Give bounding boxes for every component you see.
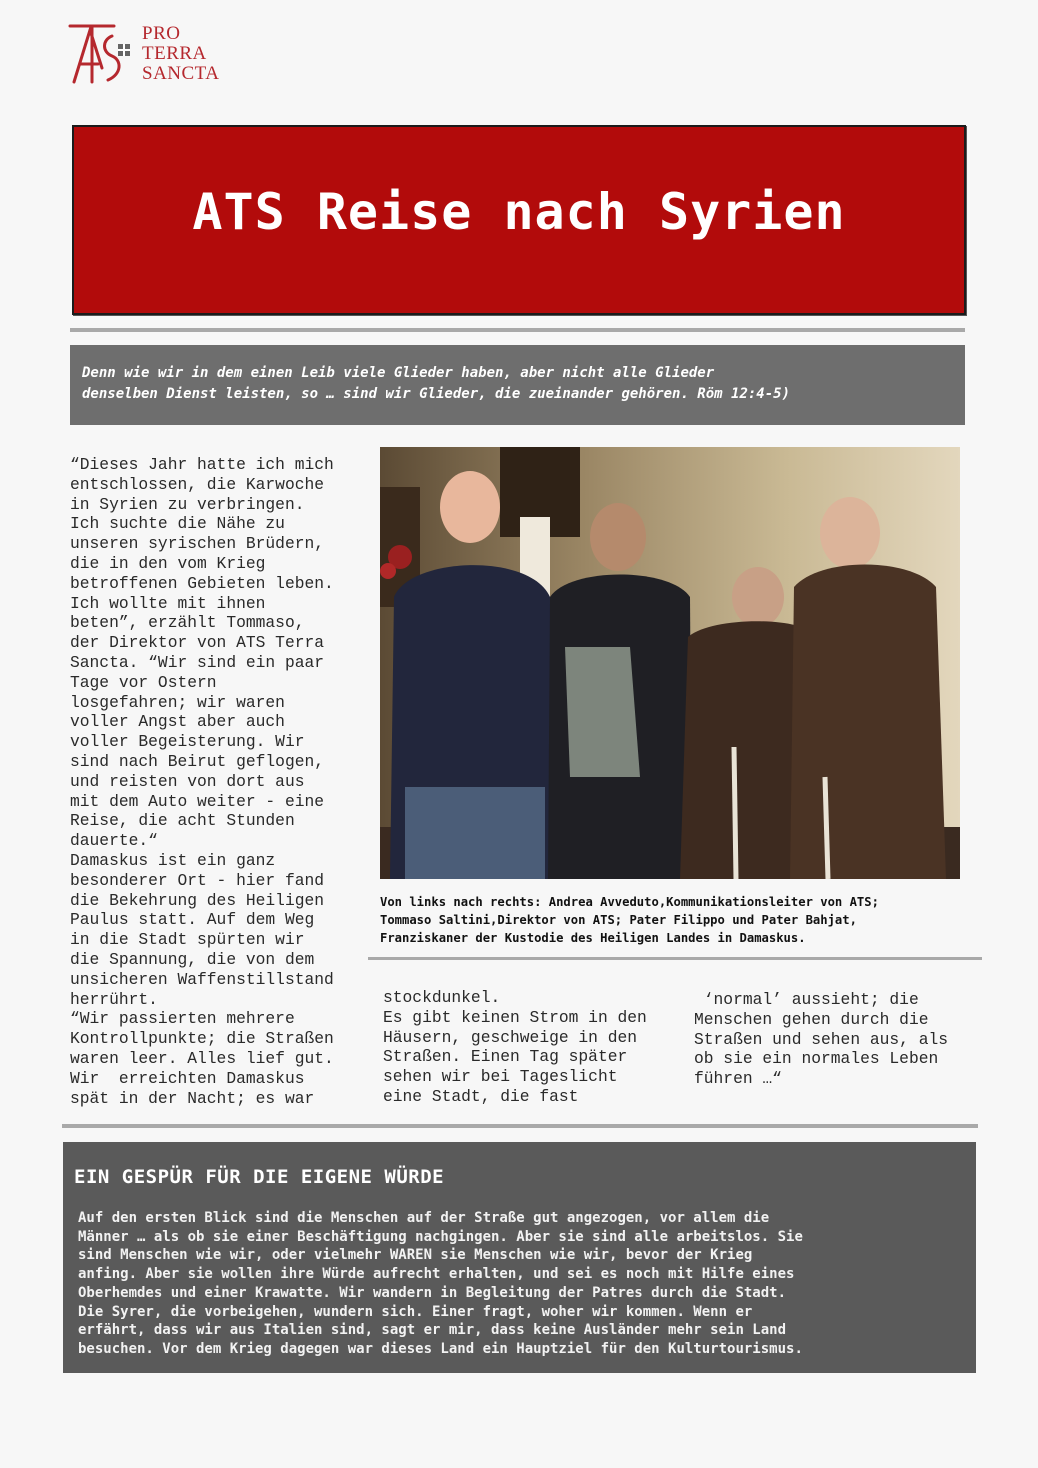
divider-top <box>70 328 965 332</box>
article-column-middle: stockdunkel. Es gibt keinen Strom in den Häusern, geschweige in den Straßen. Einen Tag später sehen wir bei Tageslicht eine Stadt, die fast <box>383 988 647 1106</box>
bible-quote-text: Denn wie wir in dem einen Leib viele Glieder haben, aber nicht alle Glieder denselben Dienst leisten, so … sind wir Glieder, die zueinander gehören. Röm 12:4-5) <box>82 365 791 402</box>
page-title: ATS Reise nach Syrien <box>192 183 846 241</box>
ats-monogram-logo-icon <box>62 20 134 90</box>
ats-pro-terra-sancta-logo <box>62 20 242 92</box>
article-column-right: ‘normal’ aussieht; die Menschen gehen durch die Straßen und sehen aus, als ob sie ein normales Leben führen …“ <box>694 990 949 1089</box>
dignity-section-box <box>63 1142 976 1373</box>
logo-pro-text: PRO <box>142 23 181 44</box>
group-photo-image <box>380 447 960 879</box>
divider-caption <box>368 957 982 960</box>
group-photo <box>380 447 960 879</box>
section-heading: EIN GESPÜR FÜR DIE EIGENE WÜRDE <box>74 1166 445 1188</box>
title-banner <box>72 125 966 315</box>
logo-sancta-text: SANCTA <box>142 63 220 84</box>
photo-caption: Von links nach rechts: Andrea Avveduto,Kommunikationsleiter von ATS; Tommaso Saltini,Direktor von ATS; Pater Filippo und Pater Bahjat, Franziskaner der Kustodie des Heiligen Landes in Damaskus. <box>380 895 879 945</box>
logo-terra-text: TERRA <box>142 43 207 64</box>
divider-section <box>62 1124 978 1128</box>
section-body: Auf den ersten Blick sind die Menschen auf der Straße gut angezogen, vor allem die Männer … als ob sie einer Beschäftigung nachgingen. Aber sie sind alle arbeitslos. Sie sind Menschen wie wir, oder vielmehr WAREN sie Menschen wie wir, bevor der Krieg anfing. Aber sie wollen ihre Würde aufrecht erhalten, und sei es noch mit Hilfe eines Oberhemdes und einer Krawatte. Wir wandern in Begleitung der Patres durch die Stadt. Die Syrer, die vorbeigehen, wundern sich. Einer fragt, woher wir kommen. Wenn er erfährt, dass wir aus Italien sind, sagt er mir, dass keine Ausländer mehr sein Land besuchen. Vor dem Krieg dagegen war dieses Land ein Hauptziel für den Kulturtourismus. <box>78 1210 803 1357</box>
article-column-left: “Dieses Jahr hatte ich mich entschlossen, die Karwoche in Syrien zu verbringen. Ich suchte die Nähe zu unseren syrischen Brüdern, die in den vom Krieg betroffenen Gebieten leben. Ich wollte mit ihnen beten”, erzählt Tommaso, der Direktor von ATS Terra Sancta. “Wir sind ein paar Tage vor Ostern losgefahren; wir waren voller Angst aber auch voller Begeisterung. Wir sind nach Beirut geflogen, und reisten von dort aus mit dem Auto weiter - eine Reise, die acht Stunden dauerte.“ Damaskus ist ein ganz besonderer Ort - hier fand die Bekehrung des Heiligen Paulus statt. Auf dem Weg in die Stadt spürten wir die Spannung, die von dem unsicheren Waffenstillstand herrührt. “Wir passierten mehrere Kontrollpunkte; die Straßen waren leer. Alles lief gut. Wir erreichten Damaskus spät in der Nacht; es war <box>70 455 334 1108</box>
bible-quote-box <box>70 345 965 425</box>
